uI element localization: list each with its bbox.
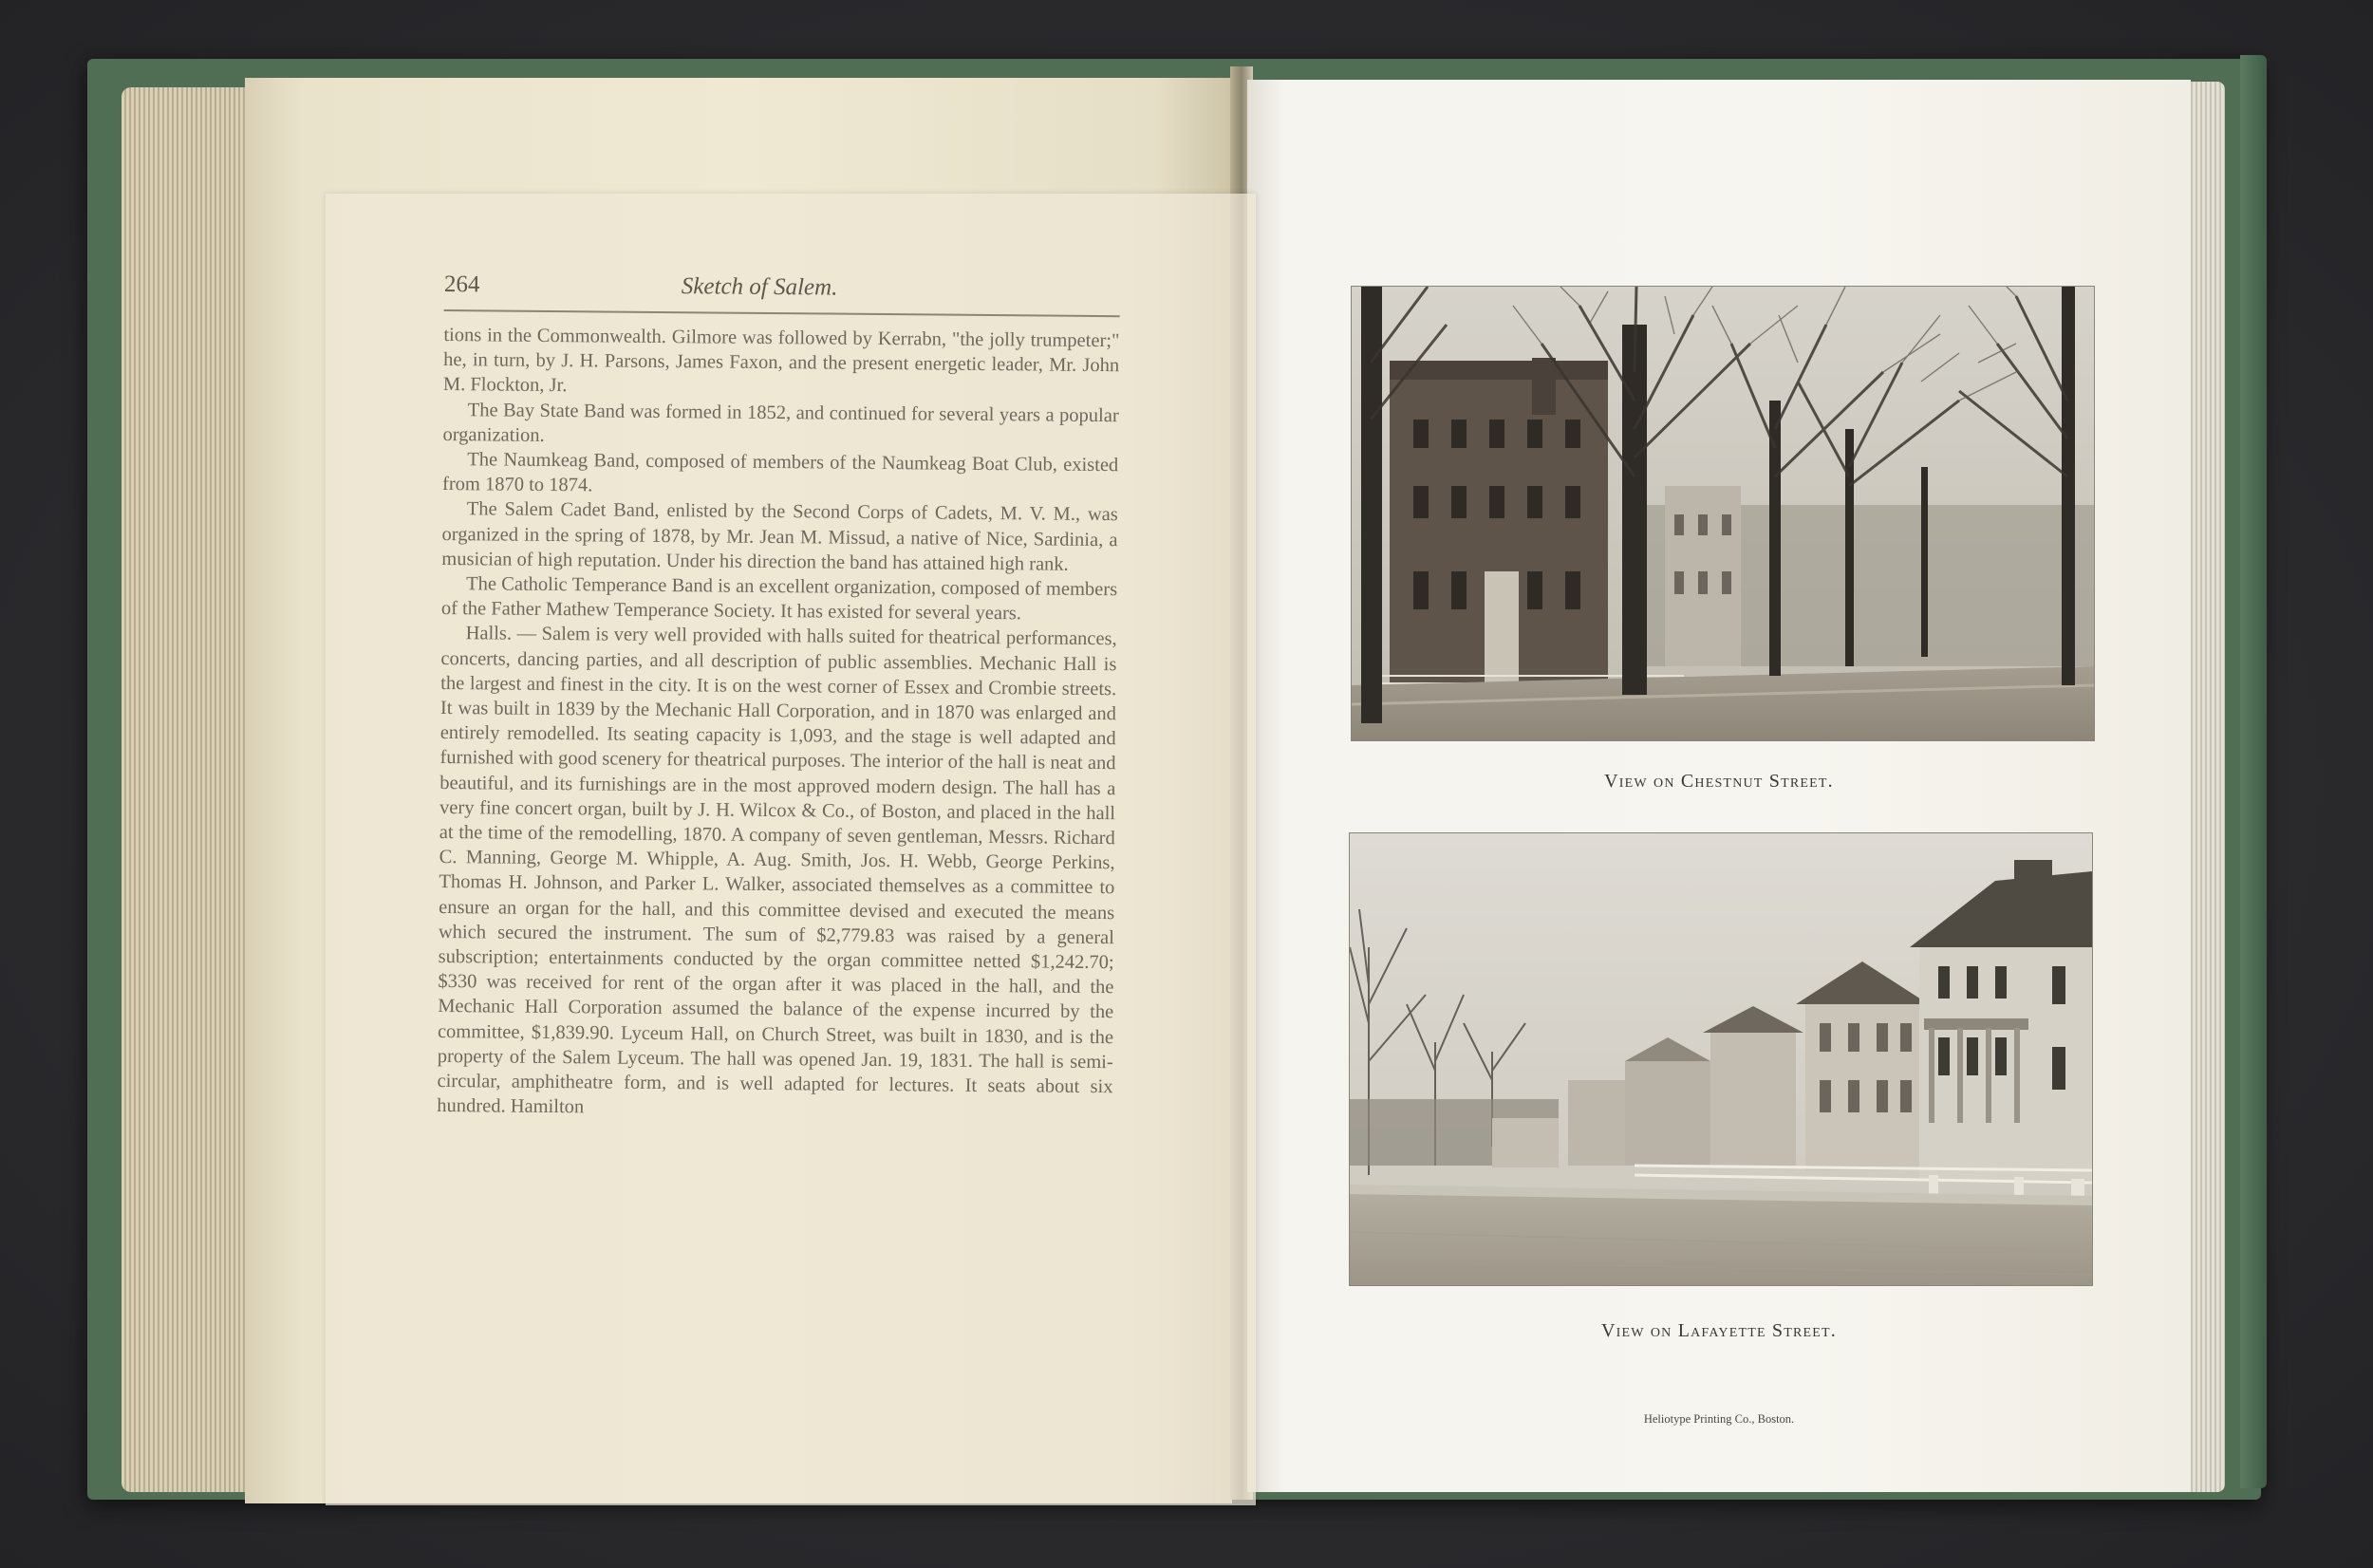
caption-lafayette-street: View on Lafayette Street. xyxy=(1601,1320,1837,1341)
running-head xyxy=(444,271,1120,317)
paragraph: Halls. — Salem is very well provided with halls suited for theatrical performances, concerts, dancing parties, and all description of public assemblies. Mechanic Hall is the largest and finest in the city. It is on the west corner of Essex and Crombie streets. It was built in 1839 by the Mechanic Hall Corporation, and in 1870 was enlarged and entirely remodelled. Its seating capacity is 1,093, and the stage is well adapted and furnished with good scenery for theatrical purposes. The interior of the hall is neat and beautiful, and its furnishings are in the most approved modern design. The hall has a very fine concert organ, built by J. H. Wilcox & Co., of Boston, and placed in the hall at the time of the remodelling, 1870. A company of seven gentleman, Messrs. Richard C. Manning, George M. Whipple, A. Aug. Smith, Jos. H. Webb, George Perkins, Thomas H. Johnson, and Parker L. Walker, associated themselves as a committee to ensure an organ for the hall, and this committee devised and executed the means which secured the instrument. The sum of $2,779.83 was raised by a general subscription; entertainments conducted by the organ committee netted $1,242.70; $330 was received for rent of the organ after it was placed in the hall, and the Mechanic Hall Corporation assumed the balance of the expense incurred by the committee, $1,839.90. Lyceum Hall, on Church Street, was built in 1830, and is the property of the Salem Lyceum. The hall was opened Jan. 19, 1831. The hall is semi-circular, amphitheatre form, and is well adapted for lectures. It seats about six hundred. Hamilton xyxy=(437,623,1117,1118)
plate-chestnut-street xyxy=(1352,287,2094,740)
caption-chestnut-street: View on Chestnut Street. xyxy=(1604,771,1834,792)
left-page-text xyxy=(437,271,1120,1125)
paragraph: The Bay State Band was formed in 1852, and continued for several years a popular organization. xyxy=(442,399,1119,446)
paragraph: The Naumkeag Band, composed of members of the Naumkeag Boat Club, existed from 1870 to 1874. xyxy=(441,449,1119,496)
page-number: 264 xyxy=(443,271,480,298)
body-text xyxy=(437,323,1119,1125)
paragraph: The Salem Cadet Band, enlisted by the Second Corps of Cadets, M. V. M., was organized in the spring of 1878, by Mr. Jean M. Missud, a native of Nice, Sardinia, a musician of high reputation. Under his direction the band has attained high rank. xyxy=(441,498,1118,575)
book-cover-edge xyxy=(2240,55,2267,1488)
plate-lafayette-street xyxy=(1350,833,2092,1285)
printer-imprint: Heliotype Printing Co., Boston. xyxy=(1643,1412,1795,1426)
paragraph: tions in the Commonwealth. Gilmore was followed by Kerrabn, "the jolly trumpeter;" he, in turn, by J. H. Parsons, James Faxon, and the present energetic leader, Mr. John M. Flockton, Jr. xyxy=(442,324,1120,397)
running-head-title: Sketch of Salem. xyxy=(681,273,838,301)
paragraph: The Catholic Temperance Band is an excellent organization, composed of members of the Father Mathew Temperance Society. It has existed for several years. xyxy=(440,573,1118,625)
